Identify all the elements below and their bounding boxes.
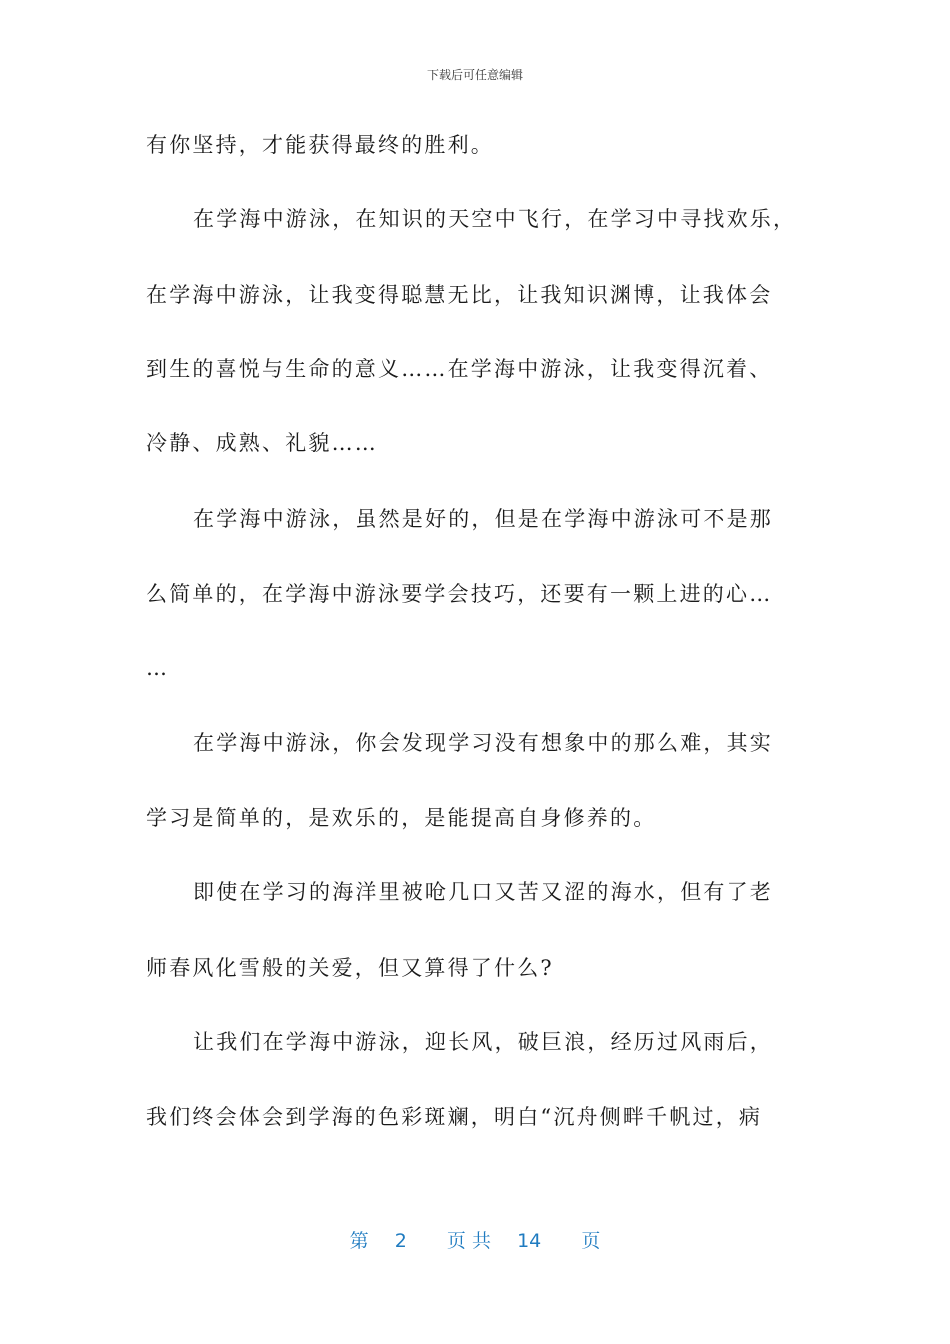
text-line: 我们终会体会到学海的色彩斑斓，明白“沉舟侧畔千帆过，病 <box>146 1105 763 1129</box>
text-line: 学习是简单的，是欢乐的，是能提高自身修养的。 <box>146 806 657 830</box>
current-page-number: 2 <box>394 1230 407 1252</box>
paragraph-start-line: 让我们在学海中游泳，迎长风，破巨浪，经历过风雨后， <box>193 1030 773 1054</box>
text-line: 么简单的，在学海中游泳要学会技巧，还要有一颗上进的心… <box>146 582 773 606</box>
text-line: 在学海中游泳，让我变得聪慧无比，让我知识渊博，让我体会 <box>146 283 773 307</box>
text-line: 到生的喜悦与生命的意义……在学海中游泳，让我变得沉着、 <box>146 357 773 381</box>
footer-middle: 页 共 <box>446 1230 491 1252</box>
page-header: 下载后可任意编辑 <box>426 68 523 82</box>
footer-suffix: 页 <box>581 1230 601 1252</box>
paragraph-start-line: 在学海中游泳，你会发现学习没有想象中的那么难，其实 <box>193 731 773 755</box>
text-line: … <box>146 656 170 680</box>
paragraph-start-line: 即使在学习的海洋里被呛几口又苦又涩的海水，但有了老 <box>193 880 773 904</box>
paragraph-start-line: 在学海中游泳，在知识的天空中飞行，在学习中寻找欢乐， <box>193 207 797 231</box>
paragraph-start-line: 在学海中游泳，虽然是好的，但是在学海中游泳可不是那 <box>193 507 773 531</box>
total-page-count: 14 <box>517 1230 542 1252</box>
text-line: 有你坚持，才能获得最终的胜利。 <box>146 133 494 157</box>
text-line: 师春风化雪般的关爱，但又算得了什么? <box>146 956 554 980</box>
page-footer <box>0 1226 950 1253</box>
text-line: 冷静、成熟、礼貌…… <box>146 431 378 455</box>
footer-prefix: 第 <box>349 1230 369 1252</box>
